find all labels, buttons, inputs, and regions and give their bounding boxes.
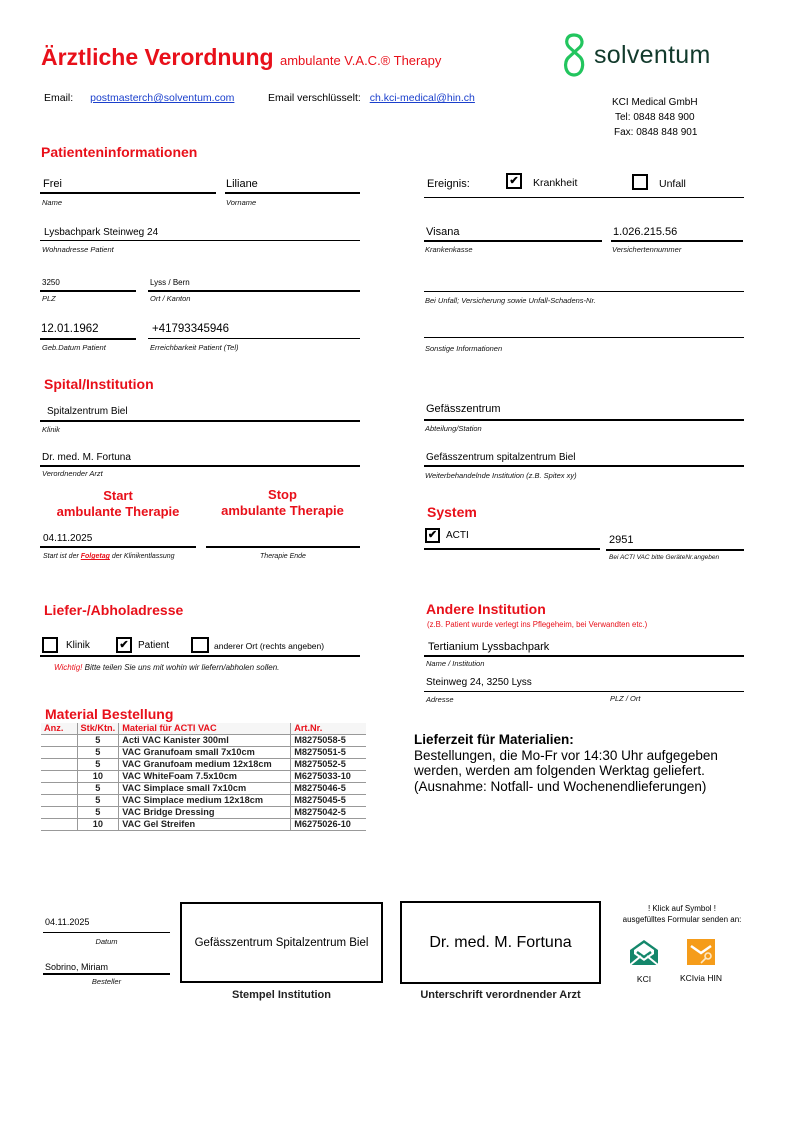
arzt-value[interactable]: Dr. med. M. Fortuna — [42, 452, 131, 463]
check-icon: ✔ — [427, 529, 438, 541]
checkbox-klinik[interactable] — [42, 637, 58, 653]
patient-address-label: Wohnadresse Patient — [42, 245, 114, 254]
material-row — [41, 794, 366, 806]
title-subtitle: ambulante V.A.C.® Therapy — [279, 53, 442, 68]
checkbox-anderer-ort[interactable] — [191, 637, 209, 653]
check-icon: ✔ — [509, 174, 519, 187]
material-artnr-cell: M8275052-5 — [291, 758, 366, 770]
patient-name-label: Name — [42, 198, 63, 207]
check-icon: ✔ — [119, 638, 129, 651]
start-hint-1: Start ist der — [43, 553, 81, 560]
patient-plz-value[interactable]: 3250 — [42, 278, 60, 287]
andere-name-label: Name / Institution — [426, 659, 485, 668]
title-main: Ärztliche Verordnung — [41, 44, 274, 70]
anderer-ort-label: anderer Ort (rechts angeben) — [214, 641, 325, 651]
email-encrypted-label: Email verschlüsselt: — [268, 92, 361, 104]
lieferzeit-block — [414, 732, 718, 794]
divider — [148, 290, 360, 292]
divider — [424, 197, 744, 198]
material-anz-cell[interactable] — [41, 746, 77, 758]
material-artnr-cell: M8275045-5 — [291, 794, 366, 806]
divider — [40, 465, 360, 467]
email-encrypted-block — [268, 92, 475, 104]
stop-title-2: ambulante Therapie — [221, 503, 344, 518]
email-block — [44, 92, 234, 104]
liefer-hinweis — [54, 663, 279, 672]
weiterbehandelnde-value[interactable]: Gefässzentrum spitalzentrum Biel — [426, 452, 576, 463]
start-hint-red: Folgetag — [80, 553, 110, 560]
material-anz-cell[interactable] — [41, 734, 77, 746]
divider — [424, 337, 744, 338]
patient-ort-label: Ort / Kanton — [150, 294, 191, 303]
material-row — [41, 734, 366, 746]
material-stk-cell: 5 — [77, 806, 119, 818]
col-artnr: Art.Nr. — [291, 723, 366, 734]
divider — [40, 420, 360, 422]
divider — [206, 546, 360, 548]
material-row — [41, 806, 366, 818]
divider — [424, 691, 744, 692]
divider — [611, 240, 743, 242]
patient-option-label: Patient — [138, 640, 170, 651]
divider — [424, 655, 744, 657]
material-artnr-cell: M8275058-5 — [291, 734, 366, 746]
checkbox-patient[interactable] — [116, 637, 132, 653]
andere-adresse-value[interactable]: Steinweg 24, 3250 Lyss — [426, 677, 532, 688]
logo-text: solventum — [594, 40, 711, 69]
divider — [40, 546, 196, 548]
divider — [40, 338, 136, 340]
section-system: System — [427, 504, 477, 520]
datum-label: Datum — [95, 937, 118, 946]
krankheit-label: Krankheit — [533, 177, 578, 189]
divider — [606, 549, 744, 551]
geraet-nr-value[interactable]: 2951 — [609, 534, 634, 546]
andere-name-value[interactable]: Tertianium Lyssbachpark — [428, 641, 550, 653]
material-name-cell: VAC Granufoam medium 12x18cm — [119, 758, 291, 770]
send-kci-label: KCI — [636, 974, 652, 984]
datum-value[interactable]: 04.11.2025 — [45, 917, 90, 927]
send-hin-button[interactable] — [687, 939, 715, 970]
material-name-cell: VAC Simplace small 7x10cm — [119, 782, 291, 794]
solventum-s-icon — [560, 32, 588, 78]
unterschrift-label: Unterschrift verordnender Arzt — [420, 989, 581, 1001]
solventum-logo — [560, 32, 711, 78]
material-table — [41, 723, 366, 831]
start-hint — [43, 553, 175, 560]
krankenkasse-value[interactable]: Visana — [426, 226, 460, 238]
unterschrift-box[interactable] — [400, 901, 601, 984]
patient-dob-label: Geb.Datum Patient — [42, 343, 106, 352]
material-anz-cell[interactable] — [41, 758, 77, 770]
company-fax: Fax: 0848 848 901 — [614, 127, 698, 138]
email-link[interactable]: postmasterch@solventum.com — [90, 92, 235, 104]
material-artnr-cell: M8275046-5 — [291, 782, 366, 794]
material-name-cell: VAC Granufoam small 7x10cm — [119, 746, 291, 758]
andere-note: (z.B. Patient wurde verlegt ins Pflegeheim, bei Verwandten etc.) — [427, 620, 648, 629]
stempel-label: Stempel Institution — [232, 989, 331, 1001]
email-encrypted-link[interactable]: ch.kci-medical@hin.ch — [369, 92, 475, 104]
material-stk-cell: 5 — [77, 794, 119, 806]
email-label: Email: — [44, 92, 74, 104]
col-stk: Stk/Ktn. — [77, 723, 119, 734]
weiterbehandelnde-label: Weiterbehandelnde Institution (z.B. Spitex xy) — [425, 471, 577, 480]
material-name-cell: VAC Simplace medium 12x18cm — [119, 794, 291, 806]
lieferzeit-line-1: Bestellungen, die Mo-Fr vor 14:30 Uhr aufgegeben — [414, 747, 718, 763]
patient-name-value[interactable]: Frei — [43, 178, 62, 190]
stop-therapie-heading — [205, 487, 360, 519]
start-therapie-heading — [40, 488, 196, 520]
envelope-open-icon — [628, 938, 660, 966]
section-patient: Patienteninformationen — [41, 144, 198, 160]
company-contact — [612, 95, 698, 140]
patient-plz-label: PLZ — [42, 294, 56, 303]
unfall-versicherung-label: Bei Unfall; Versicherung sowie Unfall-Schadens-Nr. — [425, 296, 596, 305]
material-artnr-cell: M6275026-10 — [291, 818, 366, 830]
material-row — [41, 770, 366, 782]
material-row — [41, 758, 366, 770]
stempel-value: Gefässzentrum Spitalzentrum Biel — [194, 936, 369, 949]
start-title-1: Start — [103, 488, 133, 503]
unterschrift-value: Dr. med. M. Fortuna — [429, 933, 572, 951]
divider — [424, 419, 744, 421]
checkbox-krankheit[interactable] — [506, 173, 522, 189]
col-material: Material für ACTI VAC — [119, 723, 291, 734]
material-anz-cell[interactable] — [41, 806, 77, 818]
material-name-cell: VAC WhiteFoam 7.5x10cm — [119, 770, 291, 782]
klinik-value[interactable]: Spitalzentrum Biel — [47, 406, 128, 417]
start-hint-2: der Klinikentlassung — [109, 553, 175, 560]
geraet-nr-label: Bei ACTI VAC bitte GeräteNr.angeben — [609, 554, 720, 561]
material-stk-cell: 5 — [77, 734, 119, 746]
page-title — [41, 44, 441, 71]
send-hin-label: KCIvia HIN — [679, 973, 723, 983]
versichertennummer-value[interactable]: 1.026.215.56 — [613, 226, 678, 238]
section-spital: Spital/Institution — [44, 376, 154, 392]
section-andere-institution: Andere Institution — [426, 601, 546, 617]
patient-vorname-value[interactable]: Liliane — [226, 178, 258, 190]
ereignis-label: Ereignis: — [427, 178, 470, 190]
andere-adresse-label: Adresse — [426, 695, 454, 704]
envelope-key-icon — [687, 939, 715, 965]
checkbox-acti[interactable] — [425, 528, 440, 543]
divider — [43, 973, 170, 975]
material-name-cell: VAC Gel Streifen — [119, 818, 291, 830]
material-row — [41, 818, 366, 830]
material-table-wrap — [41, 723, 366, 831]
material-row — [41, 782, 366, 794]
divider — [40, 655, 360, 657]
start-title-2: ambulante Therapie — [56, 504, 180, 519]
section-liefer: Liefer-/Abholadresse — [44, 602, 184, 618]
divider — [148, 338, 360, 339]
send-note — [612, 903, 752, 925]
stop-title-1: Stop — [268, 487, 297, 502]
company-name: KCI Medical GmbH — [612, 97, 698, 108]
divider — [424, 465, 744, 467]
besteller-label: Besteller — [91, 977, 122, 986]
company-tel: Tel: 0848 848 900 — [615, 112, 695, 123]
material-stk-cell: 10 — [77, 770, 119, 782]
acti-label: ACTI — [446, 530, 469, 541]
material-anz-cell[interactable] — [41, 782, 77, 794]
stempel-box[interactable] — [180, 902, 383, 983]
unfall-label: Unfall — [659, 178, 686, 190]
patient-phone-label: Erreichbarkeit Patient (Tel) — [150, 343, 239, 352]
krankenkasse-label: Krankenkasse — [425, 245, 473, 254]
material-name-cell: Acti VAC Kanister 300ml — [119, 734, 291, 746]
stop-hint: Therapie Ende — [260, 553, 306, 560]
material-stk-cell: 10 — [77, 818, 119, 830]
patient-vorname-label: Vorname — [226, 198, 257, 207]
besteller-value[interactable]: Sobrino, Miriam — [45, 962, 109, 972]
divider — [424, 548, 600, 550]
klinik-option-label: Klinik — [66, 640, 90, 651]
lieferzeit-line-3: (Ausnahme: Notfall- und Wochenendlieferungen) — [414, 778, 707, 794]
divider — [424, 291, 744, 292]
sonstige-label: Sonstige Informationen — [425, 344, 503, 353]
patient-phone-value[interactable]: +41793345946 — [152, 323, 230, 335]
lieferzeit-title: Lieferzeit für Materialien: — [414, 732, 574, 747]
klinik-label: Klinik — [42, 425, 60, 434]
material-anz-cell[interactable] — [41, 794, 77, 806]
divider — [40, 192, 216, 194]
patient-address-value[interactable]: Lysbachpark Steinweg 24 — [44, 227, 159, 238]
patient-ort-value[interactable]: Lyss / Bern — [150, 278, 190, 287]
section-material: Material Bestellung — [45, 706, 174, 722]
material-row — [41, 746, 366, 758]
divider — [40, 290, 136, 292]
material-artnr-cell: M8275051-5 — [291, 746, 366, 758]
checkbox-unfall[interactable] — [632, 174, 648, 190]
start-date-value[interactable]: 04.11.2025 — [43, 533, 93, 544]
andere-plz-ort-label: PLZ / Ort — [610, 694, 641, 703]
material-anz-cell[interactable] — [41, 818, 77, 830]
abteilung-value[interactable]: Gefässzentrum — [426, 403, 501, 415]
divider — [424, 240, 602, 242]
send-note-1: ! Klick auf Symbol ! — [647, 904, 717, 913]
lieferzeit-line-2: werden, werden am folgenden Werktag geliefert. — [414, 763, 705, 778]
material-header-row — [41, 723, 366, 734]
material-stk-cell: 5 — [77, 758, 119, 770]
hinweis-text: Bitte teilen Sie uns mit wohin wir liefern/abholen sollen. — [82, 663, 280, 672]
material-anz-cell[interactable] — [41, 770, 77, 782]
abteilung-label: Abteilung/Station — [425, 424, 482, 433]
col-anz: Anz. — [41, 723, 77, 734]
material-stk-cell: 5 — [77, 746, 119, 758]
versichertennummer-label: Versichertennummer — [612, 245, 682, 254]
send-note-2: ausgefülltes Formular senden an: — [622, 915, 742, 924]
divider — [43, 932, 170, 933]
material-artnr-cell: M6275033-10 — [291, 770, 366, 782]
divider — [40, 240, 360, 241]
material-name-cell: VAC Bridge Dressing — [119, 806, 291, 818]
send-kci-button[interactable] — [628, 938, 660, 971]
patient-dob-value[interactable]: 12.01.1962 — [41, 323, 99, 335]
arzt-label: Verordnender Arzt — [42, 469, 103, 478]
material-artnr-cell: M8275042-5 — [291, 806, 366, 818]
material-stk-cell: 5 — [77, 782, 119, 794]
wichtig-label: Wichtig! — [54, 663, 83, 672]
divider — [225, 192, 360, 194]
